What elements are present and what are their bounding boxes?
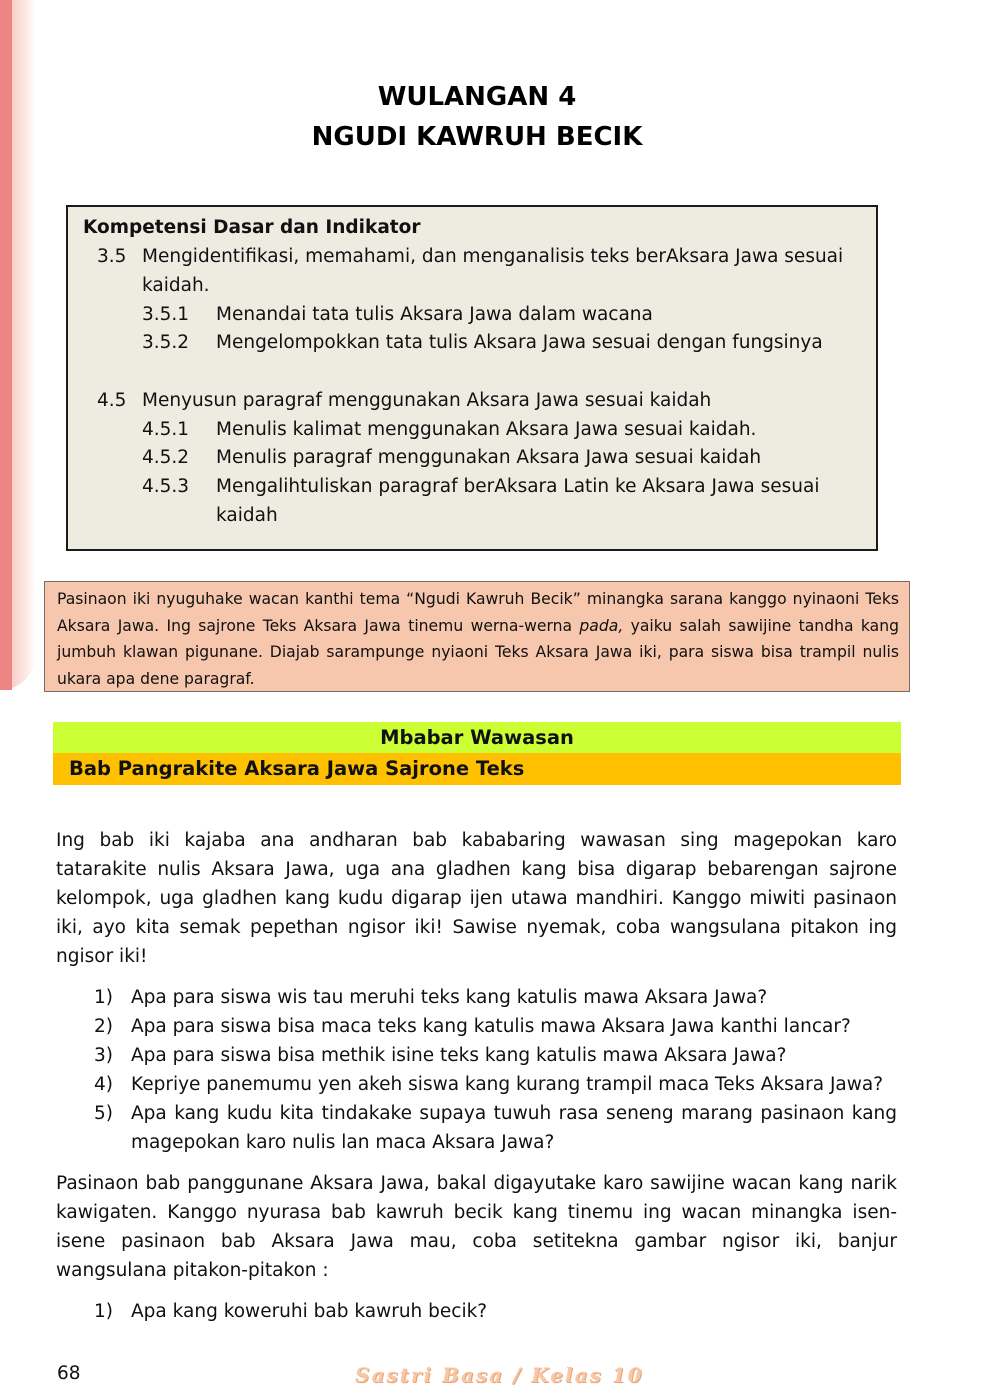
chapter-title: WULANGAN 4 bbox=[377, 82, 577, 112]
indicator-number: 4.5.1 bbox=[142, 419, 190, 440]
section-band-title: Mbabar Wawasan bbox=[53, 722, 901, 753]
page-number: 68 bbox=[57, 1363, 81, 1384]
indicator-text: Mengalihtuliskan paragraf berAksara Latin ke Aksara Jawa sesuai bbox=[216, 476, 820, 497]
competency-box bbox=[66, 205, 878, 551]
intro-text: Pasinaon iki nyuguhake wacan kanthi tema “Ngudi Kawruh Becik” minangka sarana kanggo nyinaoni Teks Aksara Jawa. Ing sajrone Teks Aksara Jawa tinemu werna-werna pada, yaiku salah sawijine tandha kang jumbuh klawan pigunane. Diajab sarampunge nyiaoni Teks Aksara Jawa iki, para siswa bisa trampil nulis ukara apa dene paragraf. bbox=[57, 590, 899, 688]
competency-number: 4.5 bbox=[97, 390, 127, 411]
indicator-number: 3.5.1 bbox=[142, 304, 190, 325]
body-paragraph: Ing bab iki kajaba ana andharan bab kababaring wawasan sing magepokan karo tatarakite nulis Aksara Jawa, uga ana gladhen kang bisa digarap bebarengan sajrone kelompok, uga gladhen kang kudu digarap ijen utawa mandhiri. Kanggo miwiti pasinaon iki, ayo kita semak pepethan ngisor iki! Sawise nyemak, coba wangsulana pitakon ing ngisor iki! bbox=[56, 830, 897, 967]
question-list bbox=[56, 983, 897, 1157]
footer-brand: Sastri Basa / Kelas 10 bbox=[355, 1363, 644, 1387]
competency-heading: Kompetensi Dasar dan Indikator bbox=[83, 217, 421, 238]
question-list bbox=[56, 1297, 897, 1326]
list-item: 3) Apa para siswa bisa methik isine teks kang katulis mawa Aksara Jawa? bbox=[94, 1045, 787, 1066]
competency-number: 3.5 bbox=[97, 246, 127, 267]
intro-italic-term: pada, bbox=[579, 616, 624, 635]
indicator-text: Mengelompokkan tata tulis Aksara Jawa sesuai dengan fungsinya bbox=[216, 332, 823, 353]
indicator-number: 4.5.2 bbox=[142, 447, 190, 468]
indicator-text: Menandai tata tulis Aksara Jawa dalam wacana bbox=[216, 304, 653, 325]
indicator-text: Menulis kalimat menggunakan Aksara Jawa sesuai kaidah. bbox=[216, 419, 757, 440]
list-item: 1) Apa kang koweruhi bab kawruh becik? bbox=[94, 1301, 488, 1322]
competency-text: Menyusun paragraf menggunakan Aksara Jawa sesuai kaidah bbox=[142, 390, 712, 411]
list-item: 2) Apa para siswa bisa maca teks kang katulis mawa Aksara Jawa kanthi lancar? bbox=[94, 1016, 851, 1037]
indicator-number: 3.5.2 bbox=[142, 332, 190, 353]
competency-text: Mengidentifikasi, memahami, dan menganalisis teks berAksara Jawa sesuai bbox=[142, 246, 844, 267]
chapter-subtitle: NGUDI KAWRUH BECIK bbox=[311, 122, 643, 152]
body-paragraph: Pasinaon bab panggunane Aksara Jawa, bakal digayutake karo sawijine wacan kang narik kawigaten. Kanggo nyurasa bab kawruh becik kang tinemu ing wacan minangka isen-isene pasinaon bab Aksara Jawa mau, coba setitekna gambar ngisor iki, banjur wangsulana pitakon-pitakon : bbox=[56, 1173, 897, 1281]
competency-text-cont: kaidah. bbox=[142, 275, 210, 296]
list-item: 4) Kepriye panemumu yen akeh siswa kang kurang trampil maca Teks Aksara Jawa? bbox=[94, 1074, 884, 1095]
indicator-number: 4.5.3 bbox=[142, 476, 190, 497]
indicator-text-cont: kaidah bbox=[216, 505, 278, 526]
list-item: 1) Apa para siswa wis tau meruhi teks kang katulis mawa Aksara Jawa? bbox=[94, 987, 768, 1008]
section-subtitle: Bab Pangrakite Aksara Jawa Sajrone Teks bbox=[53, 753, 901, 785]
list-item: 5) Apa kang kudu kita tindakake supaya tuwuh rasa seneng marang pasinaon kang magepokan karo nulis lan maca Aksara Jawa? bbox=[94, 1103, 897, 1153]
indicator-text: Menulis paragraf menggunakan Aksara Jawa sesuai kaidah bbox=[216, 447, 762, 468]
intro-box bbox=[44, 581, 910, 692]
